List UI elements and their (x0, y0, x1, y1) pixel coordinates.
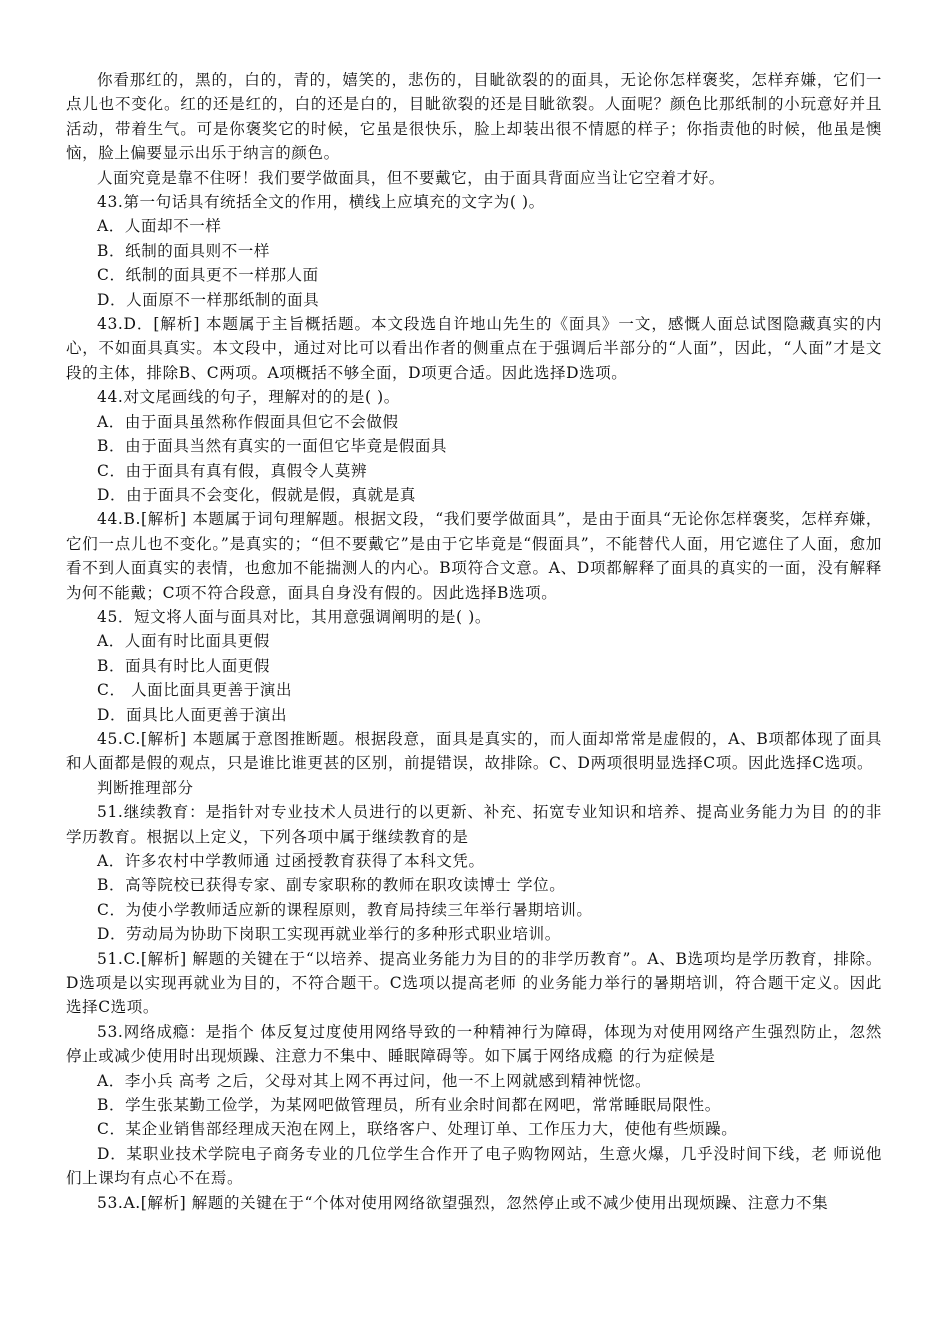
paragraph-mask-conclusion: 人面究竟是靠不住呀！我们要学做面具，但不要戴它，由于面具背面应当让它空着才好。 (97, 168, 725, 187)
q43-option-b: B．纸制的面具则不一样 (97, 241, 270, 260)
q43-option-d: D．人面原不一样那纸制的面具 (97, 290, 320, 309)
q53-option-b: B．学生张某勤工俭学，为某网吧做管理员，所有业余时间都在网吧，常常睡眠局限性。 (97, 1096, 721, 1115)
document-page (66, 68, 882, 1215)
q53-option-d: D．某职业技术学院电子商务专业的几位学生合作开了电子购物网站，生意火爆，几乎没时间下线，老 师说他们上课均有点心不在焉。 (66, 1144, 882, 1188)
answer-44: 44.B.[解析] 本题属于词句理解题。根据文段，“我们要学做面具”，是由于面具“无论你怎样褒奖，怎样弃嫌，它们一点儿也不变化。”是真实的；“但不要戴它”是由于它毕竟是“假面具”，不能替代人面，用它遮住了人面，愈加看不到人面真实的表情，也愈加不能揣测人的内心。B项符合文意。A、D项都解释了面具的真实的一面，没有解释为何不能戴；C项不符合段意，面具自身没有假的。因此选择B选项。 (66, 510, 882, 602)
question-53: 53.网络成瘾：是指个 体反复过度使用网络导致的一种精神行为障碍，体现为对使用网络产生强烈防止，忽然停止或减少使用时出现烦躁、注意力不集中、睡眠障碍等。如下属于网络成瘾 的行为症候是 (66, 1022, 882, 1066)
q53-option-a: A．李小兵 高考 之后，父母对其上网不再过问，他一不上网就感到精神恍惚。 (97, 1071, 652, 1090)
answer-43: 43.D．[解析] 本题属于主旨概括题。本文段选自许地山先生的《面具》一文，感慨人面总试图隐藏真实的内心，不如面具真实。本文段中，通过对比可以看出作者的侧重点在于强调后半部分的“人面”，因此，“人面”才是文段的主体，排除B、C两项。A项概括不够全面，D项更合适。因此选择D选项。 (66, 315, 882, 382)
q44-option-d: D．由于面具不会变化，假就是假，真就是真 (97, 485, 416, 504)
q45-option-a: A．人面有时比面具更假 (97, 632, 270, 651)
answer-53: 53.A.[解析] 解题的关键在于“个体对使用网络欲望强烈，忽然停止或不减少使用出现烦躁、注意力不集 (97, 1193, 829, 1212)
question-51: 51.继续教育：是指针对专业技术人员进行的以更新、补充、拓宽专业知识和培养、提高业务能力为目 的的非学历教育。根据以上定义，下列各项中属于继续教育的是 (66, 803, 882, 846)
paragraph-mask-description: 你看那红的，黑的，白的，青的，嬉笑的，悲伤的，目眦欲裂的的面具，无论你怎样褒奖，怎样弃嫌，它们一点儿也不变化。红的还是红的，白的还是白的，目眦欲裂的还是目眦欲裂。人面呢？颜色比那纸制的小玩意好并且活动，带着生气。可是你褒奖它的时候，它虽是很快乐，脸上却装出很不情愿的样子；你指责他的时候，他虽是懊恼，脸上偏要显示出乐于纳言的颜色。 (66, 71, 882, 163)
q43-option-a: A．人面却不一样 (97, 217, 222, 236)
q45-option-d: D．面具比人面更善于演出 (97, 705, 288, 724)
question-43: 43.第一句话具有统括全文的作用，横线上应填充的文字为( )。 (97, 193, 545, 212)
question-44: 44.对文尾画线的句子，理解对的的是( )。 (97, 388, 400, 407)
q45-option-c: C． 人面比面具更善于演出 (97, 681, 293, 700)
q44-option-c: C．由于面具有真有假，真假令人莫辨 (97, 461, 368, 480)
q51-option-a: A．许多农村中学教师通 过函授教育获得了本科文凭。 (97, 852, 485, 870)
section-heading: 判断推理部分 (97, 778, 194, 797)
question-45: 45．短文将人面与面具对比，其用意强调阐明的是( )。 (97, 607, 491, 626)
q51-option-c: C．为使小学教师适应新的课程原则，教育局持续三年举行暑期培训。 (97, 900, 593, 919)
q53-option-c: C．某企业销售部经理成天泡在网上，联络客户、处理订单、工作压力大，使他有些烦躁。 (97, 1120, 738, 1139)
q44-option-a: A．由于面具虽然称作假面具但它不会做假 (97, 412, 399, 431)
answer-45: 45.C.[解析] 本题属于意图推断题。根据段意，面具是真实的，而人面却常常是虚假的，A、B项都体现了面具和人面都是假的观点，只是谁比谁更甚的区别，前提错误，故排除。C、D两项很明显选择C项。因此选择C选项。 (66, 729, 882, 773)
q45-option-b: B．面具有时比人面更假 (97, 656, 270, 675)
q43-option-c: C．纸制的面具更不一样那人面 (97, 266, 319, 285)
q44-option-b: B．由于面具当然有真实的一面但它毕竟是假面具 (97, 437, 448, 456)
q51-option-d: D．劳动局为协助下岗职工实现再就业举行的多种形式职业培训。 (97, 925, 561, 944)
answer-51: 51.C.[解析] 解题的关键在于“以培养、提高业务能力为目的的非学历教育”。A、B选项均是学历教育，排除。D选项是以实现再就业为目的，不符合题干。C选项以提高老师 的业务能力举行的暑期培训，符合题干定义。因此选择C选项。 (66, 949, 882, 1017)
q51-option-b: B．高等院校已获得专家、副专家职称的教师在职攻读博士 学位。 (97, 876, 566, 895)
